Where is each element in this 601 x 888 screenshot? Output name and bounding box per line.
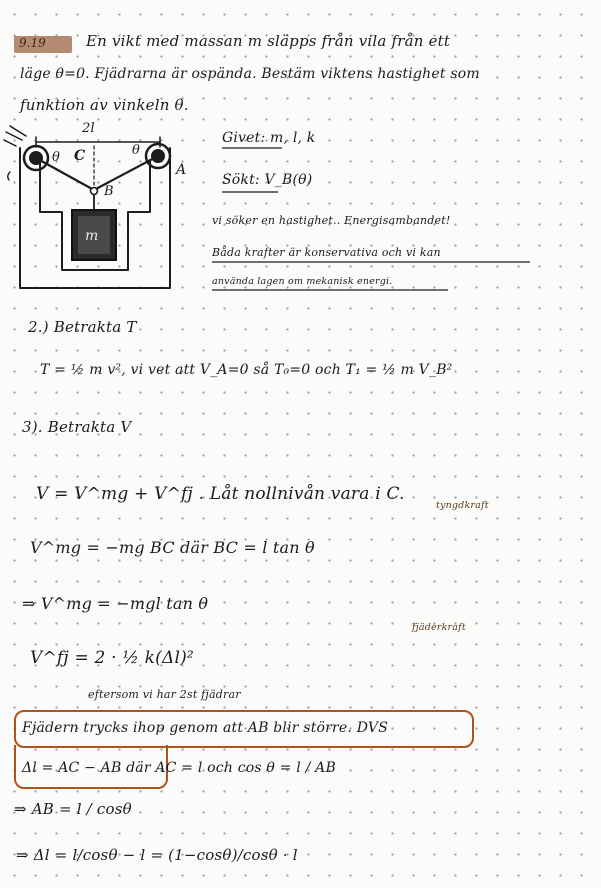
header-line-1: En vikt med massan m släpps från vila från ett [86,32,451,50]
label-a: A [176,162,187,178]
equation-ab: ⇒ AB = l / cosθ [14,800,132,818]
dimension-label: 2l [82,121,95,136]
label-tyngdkraft: tyngdkraft [436,500,489,511]
equation-v-mg-result: ⇒ V^mg = −mgl tan θ [22,594,209,613]
note-line-3: använda lagen om mekanisk energi. [212,276,393,287]
equation-delta-l-result: ⇒ Δl = l/cosθ − l = (1−cosθ)/cosθ · l [16,846,298,864]
label-theta-left: θ [52,150,61,165]
label-b: B [104,184,114,199]
sought-line: Sökt: V_B(θ) [222,172,313,188]
label-theta-right: θ [132,143,141,158]
given-line: Givet: m, l, k [222,130,316,146]
note-line-2: Båda krafter är konservativa och vi kan [212,246,441,259]
note-two-springs: eftersom vi har 2st fjädrar [88,688,241,701]
equation-v-mg: V^mg = −mg BC där BC = l tan θ [30,538,315,557]
step2-heading: 2.) Betrakta T [28,318,137,336]
label-fjaderkraft: fjäderkraft [412,622,466,633]
equation-v-total: V = V^mg + V^fj . Låt nollnivån vara i C. [36,484,405,504]
equation-delta-l: Δl = AC − AB där AC = l och cos θ = l / AB [22,760,336,776]
step2-equation: T = ½ m v², vi vet att V_A=0 så T₀=0 och T₁ = ½ m V_B² [40,362,453,378]
header-line-3: funktion av vinkeln θ. [20,96,189,114]
header-line-2: läge θ=0. Fjädrarna är ospända. Bestäm viktens hastighet som [20,66,480,82]
equation-v-fj: V^fj = 2 · ½ k(Δl)² [30,648,194,668]
step3-heading: 3). Betrakta V [22,418,132,436]
label-c: C [74,148,86,164]
label-mass: m [85,228,99,244]
note-line-1: vi söker en hastighet.. Energisambandet! [212,214,451,227]
boxed-note: Fjädern trycks ihop genom att AB blir större. DVS [22,720,388,736]
problem-number: 9.19 [19,36,46,50]
